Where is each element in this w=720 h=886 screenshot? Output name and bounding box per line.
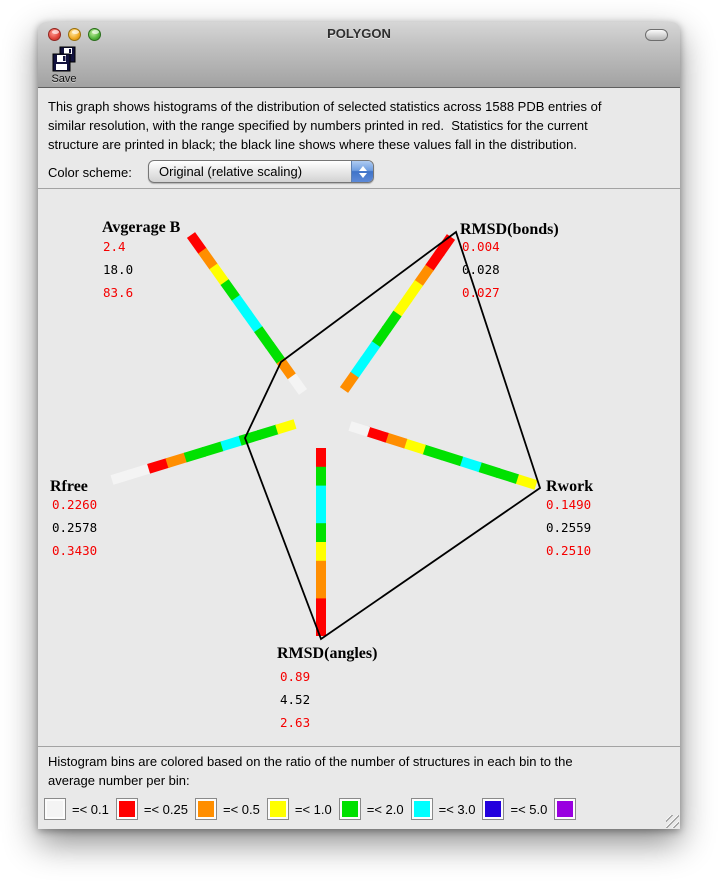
legend-row [44,798,583,820]
legend-item-yellow [267,798,332,820]
histogram-bin [354,359,365,375]
histogram-bin [516,479,536,485]
histogram-bin [281,361,293,378]
histogram-bin [460,461,480,467]
legend-swatch-green [339,798,361,820]
legend-swatch-blue [482,798,504,820]
histogram-bin [386,437,406,443]
axis-range-value: 0.1490 [546,497,592,512]
histogram-bin [408,283,419,299]
legend-label: =< 0.1 [72,801,109,817]
histogram-bin [405,443,425,449]
histogram-bin [130,468,149,474]
title-bar [38,22,680,88]
axis-current-value: 4.52 [280,692,311,707]
axis-range-value: 2.4 [103,239,126,254]
legend-label: =< 5.0 [510,801,548,817]
legend-label: =< 0.25 [143,801,188,817]
histogram-bin [498,473,518,479]
axis-label: RMSD(bonds) [460,221,559,238]
legend-swatch-red [116,798,138,820]
save-button[interactable] [45,46,83,85]
axis-range-value: 0.3430 [52,543,98,558]
legend-note [48,752,573,790]
description-line: similar resolution, with the range specified by numbers printed in red. Statistics for the current [48,118,588,133]
toolbar-toggle-button[interactable] [645,29,668,41]
histogram-bin [202,251,214,268]
axis-arm-RMSD(bonds) [344,237,451,390]
histogram-bin [292,376,303,392]
axis-label: Avgerage B [102,219,181,236]
legend-item-orange [195,798,260,820]
histogram-bin [344,375,355,390]
histogram-bin [277,424,295,430]
axis-range-value: 83.6 [103,285,134,300]
histogram-bin [258,429,277,435]
histogram-bin [429,252,440,268]
histogram-bin [365,344,376,360]
axis-current-value: 0.2578 [52,520,98,535]
histogram-bin [149,463,168,469]
legend-swatch-purple [554,798,576,820]
polygon-chart [38,189,680,746]
color-scheme-select[interactable] [148,160,374,183]
color-scheme-label: Color scheme: [48,165,132,180]
axis-range-value: 0.004 [462,239,500,254]
resize-grip[interactable] [666,815,679,828]
window-title: POLYGON [327,26,391,41]
histogram-bin [204,446,223,452]
legend-item-red [116,798,188,820]
legend-swatch-white [44,798,66,820]
histogram-bin [236,298,248,315]
description-line: structure are printed in black; the black line shows where these values fall in the distribution. [48,137,577,152]
save-button-label: Save [51,73,77,85]
histogram-bin [258,329,270,346]
histogram-bin [167,457,186,463]
histogram-bin [185,452,204,458]
histogram-bin [397,298,408,314]
axis-label: Rwork [546,478,594,495]
histogram-bin [225,282,237,299]
histogram-bin [350,426,369,432]
histogram-bin [191,235,203,252]
histogram-bin [222,440,241,446]
legend-note-line: average number per bin: [48,773,190,788]
axis-arm-Rwork [350,426,536,485]
axis-current-value: 0.2559 [546,520,592,535]
histogram-bin [240,435,259,441]
legend-item-cyan [411,798,476,820]
polygon-window [38,22,680,829]
legend-item-purple [554,798,576,820]
histogram-bin [367,432,387,438]
legend-panel [38,746,680,829]
histogram-bin [386,314,397,330]
legend-item-blue [482,798,547,820]
axis-arm-Avgerage B [191,235,303,392]
histogram-bin [112,474,131,480]
description-text [48,97,672,154]
legend-label: =< 3.0 [438,801,476,817]
description-line: This graph shows histograms of the distribution of selected statistics across 1588 PDB entries of [48,99,602,114]
histogram-bin [375,329,386,345]
axis-current-value: 18.0 [103,262,134,277]
save-icon [51,46,77,72]
legend-label: =< 1.0 [294,801,332,817]
histogram-bin [269,345,281,362]
axis-range-value: 0.89 [280,669,311,684]
histogram-bin [418,268,429,284]
legend-note-line: Histogram bins are colored based on the ratio of the number of structures in each bin to the [48,754,573,769]
histogram-bin [479,467,499,473]
axis-current-value: 0.028 [462,262,500,277]
axis-range-value: 2.63 [280,715,311,730]
legend-swatch-yellow [267,798,289,820]
axis-range-value: 0.2260 [52,497,98,512]
axis-arm-Rfree [112,424,295,480]
histogram-bin [442,455,462,461]
axis-range-value: 0.027 [462,285,500,300]
legend-swatch-orange [195,798,217,820]
axis-label: RMSD(angles) [277,645,378,662]
histogram-bin [247,314,259,331]
histogram-bin [213,266,225,283]
legend-label: =< 2.0 [366,801,404,817]
legend-item-white [44,798,109,820]
legend-item-green [339,798,404,820]
histogram-bin [423,449,443,455]
stepper-arrows-icon [351,161,373,182]
legend-label: =< 0.5 [222,801,260,817]
axis-range-value: 0.2510 [546,543,592,558]
color-scheme-selected-value: Original (relative scaling) [159,164,303,179]
legend-swatch-cyan [411,798,433,820]
axis-label: Rfree [50,478,88,495]
